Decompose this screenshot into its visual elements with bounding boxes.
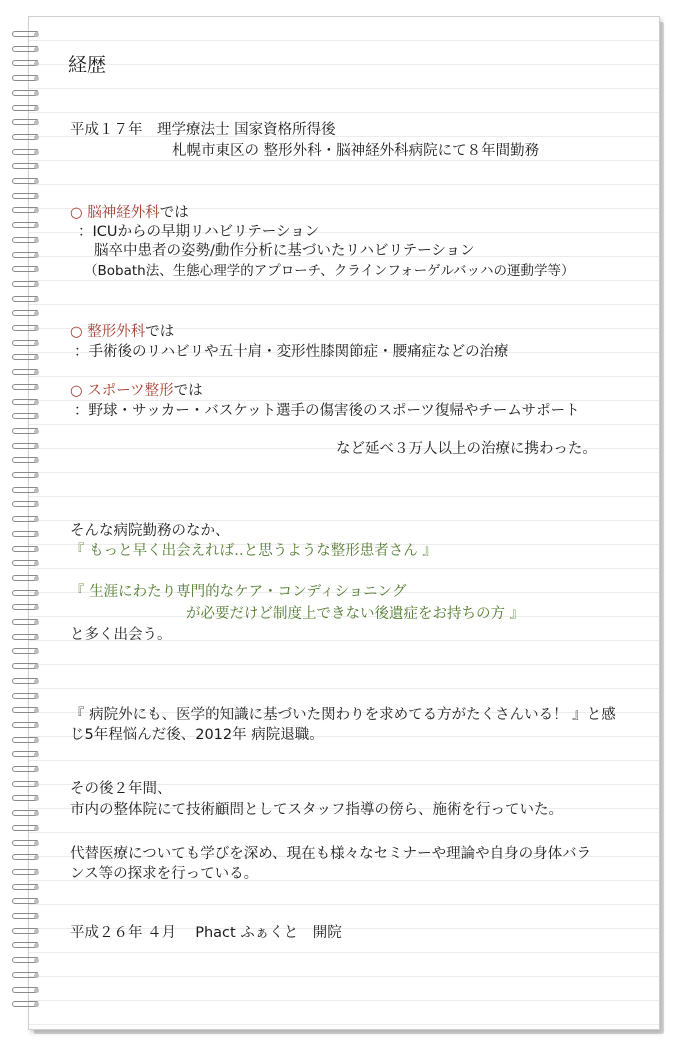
spiral-ring	[10, 280, 40, 289]
neuro-item-3: （Bobath法、生態心理学的アプローチ、クラインフォーゲルバッハの運動学等）	[84, 263, 575, 279]
spiral-ring	[10, 647, 40, 656]
retire-line-2: じ5年程悩んだ後、2012年 病院退職。	[70, 727, 324, 743]
spiral-ring	[10, 559, 40, 568]
later-line-2: 市内の整体院にて技術顧問としてスタッフ指導の傍ら、施術を行っていた。	[70, 802, 563, 818]
page-title: 経歴	[68, 54, 107, 76]
spiral-ring	[10, 324, 40, 333]
ortho-item-1: ：手術後のリハビリや五十肩・変形性膝関節症・腰痛症などの治療	[74, 344, 509, 360]
spiral-ring	[10, 589, 40, 598]
spiral-ring	[10, 574, 40, 583]
spiral-ring	[10, 883, 40, 892]
neuro-suffix: では	[159, 205, 189, 221]
spiral-ring	[10, 221, 40, 230]
spiral-ring	[10, 545, 40, 554]
spiral-ring	[10, 162, 40, 171]
ortho-heading	[70, 323, 174, 341]
spiral-ring	[10, 177, 40, 186]
spiral-ring	[10, 897, 40, 906]
spiral-ring	[10, 118, 40, 127]
spiral-ring	[10, 206, 40, 215]
later-line-4: ンス等の探求を行っている。	[70, 866, 259, 882]
sports-suffix: では	[173, 383, 203, 399]
sports-name: スポーツ整形	[87, 383, 174, 399]
circle-bullet: ○	[70, 324, 83, 340]
spiral-ring	[10, 486, 40, 495]
spiral-ring	[10, 618, 40, 627]
total-statement: など延べ３万人以上の治療に携わった。	[336, 441, 597, 457]
neuro-heading	[70, 204, 189, 222]
spiral-ring	[10, 339, 40, 348]
spiral-ring	[10, 30, 40, 39]
spiral-ring	[10, 309, 40, 318]
quote-1: 『 もっと早く出会えれば‥と思うような整形患者さん 』	[70, 543, 437, 559]
spiral-ring	[10, 662, 40, 671]
spiral-ring	[10, 251, 40, 260]
spiral-ring	[10, 794, 40, 803]
circle-bullet: ○	[70, 205, 83, 221]
spiral-ring	[10, 456, 40, 465]
spiral-ring	[10, 677, 40, 686]
spiral-ring	[10, 427, 40, 436]
quote-2b: が必要だけど制度上できない後遺症をお持ちの方 』	[186, 606, 525, 622]
retire-line-1: 『 病院外にも、医学的知識に基づいた関わりを求めてる方がたくさんいる！ 』と感	[70, 707, 616, 723]
later-line-3: 代替医療についても学びを深め、現在も様々なセミナーや理論や自身の身体バラ	[70, 846, 592, 862]
spiral-ring	[10, 750, 40, 759]
spiral-ring	[10, 633, 40, 642]
spiral-ring	[10, 530, 40, 539]
spiral-ring	[10, 133, 40, 142]
sports-heading	[70, 382, 203, 400]
spiral-ring	[10, 353, 40, 362]
spiral-ring	[10, 500, 40, 509]
spiral-ring	[10, 45, 40, 54]
spiral-ring	[10, 912, 40, 921]
neuro-item-1: ：ICUからの早期リハビリテーション	[78, 224, 320, 240]
spiral-ring	[10, 927, 40, 936]
encounter-intro: そんな病院勤務のなか、	[70, 523, 230, 539]
later-line-1: その後２年間、	[70, 781, 172, 797]
spiral-ring	[10, 809, 40, 818]
spiral-ring	[10, 442, 40, 451]
spiral-ring	[10, 736, 40, 745]
spiral-ring	[10, 383, 40, 392]
ortho-name: 整形外科	[87, 324, 146, 340]
opening-statement: 平成２６年 ４月 Phact ふぁくと 開院	[70, 925, 342, 941]
spiral-ring	[10, 824, 40, 833]
neuro-name: 脳神経外科	[87, 205, 160, 221]
spiral-ring	[10, 971, 40, 980]
spiral-ring	[10, 368, 40, 377]
spiral-ring	[10, 853, 40, 862]
sports-item-1: ：野球・サッカー・バスケット選手の傷害後のスポーツ復帰やチームサポート	[74, 403, 580, 419]
spiral-ring	[10, 780, 40, 789]
spiral-ring	[10, 721, 40, 730]
spiral-ring	[10, 74, 40, 83]
spiral-ring	[10, 192, 40, 201]
spiral-ring	[10, 398, 40, 407]
ortho-suffix: では	[145, 324, 175, 340]
spiral-ring	[10, 59, 40, 68]
spiral-ring	[10, 89, 40, 98]
neuro-item-2: 脳卒中患者の姿勢/動作分析に基づいたリハビリテーション	[94, 243, 475, 259]
spiral-ring	[10, 236, 40, 245]
spiral-ring	[10, 603, 40, 612]
spiral-ring	[10, 104, 40, 113]
spiral-ring	[10, 868, 40, 877]
spiral-ring	[10, 295, 40, 304]
spiral-ring	[10, 986, 40, 995]
spiral-ring	[10, 412, 40, 421]
spiral-ring	[10, 1000, 40, 1009]
spiral-ring	[10, 839, 40, 848]
encounter-outro: と多く出会う。	[70, 627, 172, 643]
circle-bullet: ○	[70, 383, 83, 399]
quote-2a: 『 生涯にわたり専門的なケア・コンディショニング	[70, 584, 407, 600]
spiral-ring	[10, 765, 40, 774]
spiral-ring	[10, 148, 40, 157]
spiral-ring	[10, 692, 40, 701]
history-line-1: 平成１７年 理学療法士 国家資格所得後	[70, 122, 336, 138]
spiral-ring	[10, 956, 40, 965]
spiral-binding	[10, 30, 44, 1020]
spiral-ring	[10, 515, 40, 524]
spiral-ring	[10, 471, 40, 480]
spiral-ring	[10, 265, 40, 274]
spiral-ring	[10, 941, 40, 950]
spiral-ring	[10, 706, 40, 715]
history-line-2: 札幌市東区の 整形外科・脳神経外科病院にて８年間勤務	[172, 143, 540, 159]
